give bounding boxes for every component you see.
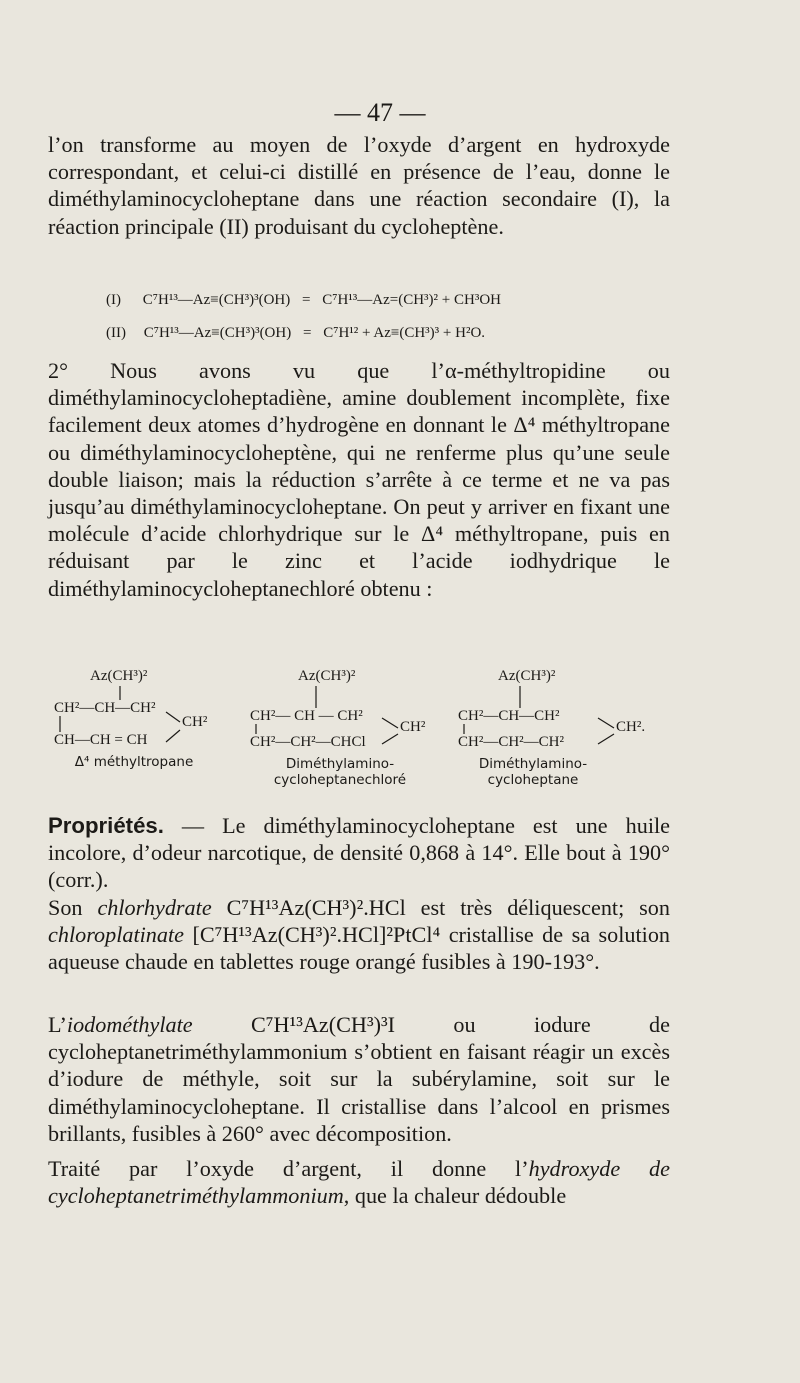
hydroxyde-text-b: , que la chaleur dédouble: [343, 1183, 567, 1209]
equation-1: (I) C⁷H¹³—Az≡(CH³)³(OH) = C⁷H¹³—Az=(CH³)² + CH³OH: [106, 292, 502, 308]
structure-1-row2: CH—CH = CH: [54, 732, 148, 748]
structure-3-bonds: [458, 668, 668, 758]
salts-text-b: C⁷H¹³Az(CH³)².HCl est très déliquescent; son: [211, 895, 670, 920]
equation-1-label: (I): [106, 292, 121, 308]
page-number: — 47 —: [334, 98, 426, 127]
structure-2-caption: Diméthylamino-cycloheptanechloré: [273, 756, 407, 788]
equation-2-lhs: C⁷H¹³—Az≡(CH³)³(OH): [143, 325, 292, 341]
iodo-text-b: C⁷H¹³Az(CH³)³I ou iodure de cycloheptanetriméthylammonium s’obtient en faisant réagir un excès d’iodure de méthyle, soit sur la subérylamine, soit sur le diméthylaminocycloheptane. Il cristallise dans l’alcool en prismes brillants, fusibles à 260° avec décomposition.: [48, 1012, 670, 1146]
structure-3-amine: Az(CH³)²: [498, 668, 556, 684]
structure-3-row2: CH²—CH²—CH²: [458, 734, 565, 750]
structure-1-bonds: [54, 668, 264, 758]
structure-1-caption: Δ⁴ méthyltropane: [74, 754, 194, 770]
section-heading-proprietes: Propriétés.: [48, 813, 164, 838]
proprietes-text: — Le diméthylaminocycloheptane est une huile incolore, d’odeur narcotique, de densité 0,868 à 14°. Elle bout à 190° (corr.).: [48, 813, 670, 893]
term-iodomethylate: iodométhylate: [66, 1012, 193, 1037]
term-chloroplatinate: chloroplatinate: [48, 922, 184, 948]
structure-1-right: CH²: [182, 714, 208, 730]
structure-2-right: CH²: [400, 719, 426, 735]
term-chlorhydrate: chlorhydrate: [97, 895, 212, 920]
equation-2: (II) C⁷H¹³—Az≡(CH³)³(OH) = C⁷H¹² + Az≡(CH³)³ + H²O.: [106, 325, 486, 341]
salts-text-c: [C⁷H¹³Az(CH³)².HCl]²PtCl⁴ cristallise de sa solution aqueuse chaude en tablettes rouge orangé fusibles à 190-193°.: [48, 922, 670, 975]
equation-1-lhs: C⁷H¹³—Az≡(CH³)³(OH): [142, 292, 291, 308]
structure-2-row1: CH²— CH — CH²: [250, 708, 363, 724]
structure-1-row1: CH²—CH—CH²: [54, 700, 156, 716]
equation-2-label: (II): [106, 325, 126, 341]
structure-3-row1: CH²—CH—CH²: [458, 708, 560, 724]
equation-2-rhs: C⁷H¹² + Az≡(CH³)³ + H²O.: [323, 325, 486, 341]
iodo-text-a: L’: [48, 1012, 67, 1037]
equation-1-rhs: C⁷H¹³—Az=(CH³)² + CH³OH: [322, 292, 502, 308]
paragraph-reduction: 2° Nous avons vu que l’α-méthyltropidine ou diméthylaminocycloheptadiène, amine doublement incomplète, fixe facilement deux atomes d’hydrogène en donnant le Δ⁴ méthyltropane ou diméthylaminocycloheptène, qui ne renferme plus qu’une seule double liaison; mais la réduction s’arrête à ce terme et ne va pas jusqu’au diméthylaminocycloheptane. On peut y arriver en fixant une molécule d’acide chlorhydrique sur le Δ⁴ méthyltropane, puis en réduisant par le zinc et l’acide iodhydrique le diméthylaminocycloheptanechloré obtenu :: [48, 358, 670, 601]
structure-3-caption: Diméthylamino-cycloheptane: [478, 756, 588, 788]
paragraph-iodomethylate: [48, 1011, 670, 1147]
structure-3-right: CH².: [616, 719, 646, 735]
salts-text-a: Son: [48, 895, 98, 920]
structure-2-bonds: [250, 668, 460, 758]
paragraph-salts: [48, 894, 670, 976]
paragraph-intro: l’on transforme au moyen de l’oxyde d’argent en hydroxyde correspondant, et celui-ci distillé en présence de l’eau, donne le diméthylaminocycloheptane dans une réaction secondaire (I), la réaction principale (II) produisant du cycloheptène.: [48, 132, 670, 239]
hydroxyde-text-a: Traité par l’oxyde d’argent, il donne l’: [48, 1156, 529, 1181]
term-hydroxyde: hydroxyde de cycloheptanetriméthylammonium: [48, 1156, 670, 1209]
paragraph-hydroxyde: [48, 1155, 670, 1209]
structure-1-amine: Az(CH³)²: [90, 668, 148, 684]
paragraph-proprietes: [48, 812, 670, 894]
structure-2-amine: Az(CH³)²: [298, 668, 356, 684]
structure-2-row2: CH²—CH²—CHCl: [250, 734, 366, 750]
